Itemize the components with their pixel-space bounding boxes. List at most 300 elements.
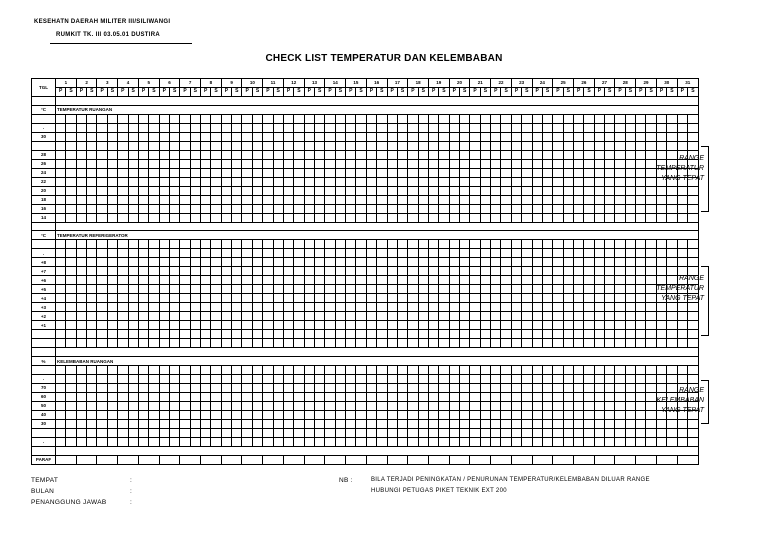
- entry-cell[interactable]: [149, 204, 159, 213]
- entry-cell[interactable]: [128, 410, 138, 419]
- entry-cell[interactable]: [221, 330, 231, 339]
- entry-cell[interactable]: [242, 285, 252, 294]
- entry-cell[interactable]: [677, 186, 687, 195]
- entry-cell[interactable]: [242, 437, 252, 446]
- entry-cell[interactable]: [232, 383, 242, 392]
- entry-cell[interactable]: [304, 419, 314, 428]
- entry-cell[interactable]: [211, 312, 221, 321]
- entry-cell[interactable]: [677, 428, 687, 437]
- entry-cell[interactable]: [563, 204, 573, 213]
- entry-cell[interactable]: [397, 195, 407, 204]
- entry-cell[interactable]: [532, 177, 542, 186]
- entry-cell[interactable]: [294, 249, 304, 258]
- entry-cell[interactable]: [460, 366, 470, 375]
- entry-cell[interactable]: [304, 392, 314, 401]
- entry-cell[interactable]: [677, 249, 687, 258]
- paraf-cell[interactable]: [159, 455, 180, 464]
- entry-cell[interactable]: [615, 213, 625, 222]
- paraf-cell[interactable]: [97, 455, 118, 464]
- entry-cell[interactable]: [211, 123, 221, 132]
- entry-cell[interactable]: [314, 330, 324, 339]
- entry-cell[interactable]: [87, 330, 97, 339]
- entry-cell[interactable]: [428, 267, 438, 276]
- entry-cell[interactable]: [107, 428, 117, 437]
- entry-cell[interactable]: [428, 177, 438, 186]
- entry-cell[interactable]: [263, 339, 273, 348]
- entry-cell[interactable]: [418, 428, 428, 437]
- entry-cell[interactable]: [242, 114, 252, 123]
- entry-cell[interactable]: [480, 213, 490, 222]
- entry-cell[interactable]: [252, 159, 262, 168]
- entry-cell[interactable]: [201, 258, 211, 267]
- entry-cell[interactable]: [356, 339, 366, 348]
- entry-cell[interactable]: [594, 321, 604, 330]
- entry-cell[interactable]: [346, 366, 356, 375]
- entry-cell[interactable]: [325, 159, 335, 168]
- entry-cell[interactable]: [408, 392, 418, 401]
- entry-cell[interactable]: [304, 249, 314, 258]
- entry-cell[interactable]: [252, 258, 262, 267]
- entry-cell[interactable]: [408, 437, 418, 446]
- entry-cell[interactable]: [656, 123, 666, 132]
- entry-cell[interactable]: [428, 312, 438, 321]
- entry-cell[interactable]: [377, 339, 387, 348]
- entry-cell[interactable]: [87, 168, 97, 177]
- entry-cell[interactable]: [397, 294, 407, 303]
- entry-cell[interactable]: [128, 114, 138, 123]
- entry-cell[interactable]: [636, 294, 646, 303]
- entry-cell[interactable]: [470, 410, 480, 419]
- entry-cell[interactable]: [304, 240, 314, 249]
- entry-cell[interactable]: [180, 410, 190, 419]
- entry-cell[interactable]: [573, 258, 583, 267]
- entry-cell[interactable]: [408, 276, 418, 285]
- entry-cell[interactable]: [563, 141, 573, 150]
- entry-cell[interactable]: [138, 159, 148, 168]
- entry-cell[interactable]: [201, 312, 211, 321]
- entry-cell[interactable]: [687, 312, 698, 321]
- entry-cell[interactable]: [56, 204, 66, 213]
- entry-cell[interactable]: [646, 267, 656, 276]
- entry-cell[interactable]: [542, 312, 552, 321]
- entry-cell[interactable]: [615, 132, 625, 141]
- entry-cell[interactable]: [294, 123, 304, 132]
- entry-cell[interactable]: [418, 303, 428, 312]
- entry-cell[interactable]: [273, 213, 283, 222]
- entry-cell[interactable]: [377, 285, 387, 294]
- entry-cell[interactable]: [522, 150, 532, 159]
- entry-cell[interactable]: [491, 195, 501, 204]
- entry-cell[interactable]: [553, 159, 563, 168]
- entry-cell[interactable]: [169, 132, 179, 141]
- entry-cell[interactable]: [283, 312, 293, 321]
- entry-cell[interactable]: [656, 141, 666, 150]
- entry-cell[interactable]: [397, 428, 407, 437]
- entry-cell[interactable]: [594, 213, 604, 222]
- entry-cell[interactable]: [56, 168, 66, 177]
- entry-cell[interactable]: [314, 312, 324, 321]
- entry-cell[interactable]: [263, 428, 273, 437]
- entry-cell[interactable]: [501, 419, 511, 428]
- entry-cell[interactable]: [335, 258, 345, 267]
- entry-cell[interactable]: [356, 195, 366, 204]
- entry-cell[interactable]: [232, 312, 242, 321]
- entry-cell[interactable]: [169, 249, 179, 258]
- entry-cell[interactable]: [138, 123, 148, 132]
- entry-cell[interactable]: [304, 276, 314, 285]
- entry-cell[interactable]: [294, 159, 304, 168]
- entry-cell[interactable]: [87, 294, 97, 303]
- entry-cell[interactable]: [252, 267, 262, 276]
- entry-cell[interactable]: [687, 123, 698, 132]
- entry-cell[interactable]: [573, 366, 583, 375]
- entry-cell[interactable]: [656, 303, 666, 312]
- entry-cell[interactable]: [553, 141, 563, 150]
- entry-cell[interactable]: [242, 374, 252, 383]
- entry-cell[interactable]: [636, 123, 646, 132]
- entry-cell[interactable]: [159, 428, 169, 437]
- entry-cell[interactable]: [128, 141, 138, 150]
- entry-cell[interactable]: [615, 437, 625, 446]
- entry-cell[interactable]: [221, 267, 231, 276]
- entry-cell[interactable]: [439, 249, 449, 258]
- entry-cell[interactable]: [283, 383, 293, 392]
- entry-cell[interactable]: [273, 123, 283, 132]
- entry-cell[interactable]: [252, 428, 262, 437]
- entry-cell[interactable]: [449, 366, 459, 375]
- entry-cell[interactable]: [366, 321, 376, 330]
- entry-cell[interactable]: [149, 321, 159, 330]
- entry-cell[interactable]: [387, 132, 397, 141]
- entry-cell[interactable]: [605, 132, 615, 141]
- entry-cell[interactable]: [615, 410, 625, 419]
- entry-cell[interactable]: [252, 141, 262, 150]
- entry-cell[interactable]: [304, 168, 314, 177]
- entry-cell[interactable]: [66, 276, 76, 285]
- entry-cell[interactable]: [356, 123, 366, 132]
- entry-cell[interactable]: [480, 186, 490, 195]
- entry-cell[interactable]: [584, 428, 594, 437]
- entry-cell[interactable]: [97, 321, 107, 330]
- entry-cell[interactable]: [211, 339, 221, 348]
- entry-cell[interactable]: [190, 437, 200, 446]
- entry-cell[interactable]: [460, 141, 470, 150]
- entry-cell[interactable]: [190, 392, 200, 401]
- entry-cell[interactable]: [66, 374, 76, 383]
- entry-cell[interactable]: [252, 150, 262, 159]
- entry-cell[interactable]: [449, 186, 459, 195]
- paraf-cell[interactable]: [615, 455, 636, 464]
- entry-cell[interactable]: [387, 276, 397, 285]
- entry-cell[interactable]: [273, 258, 283, 267]
- entry-cell[interactable]: [418, 186, 428, 195]
- paraf-cell[interactable]: [76, 455, 97, 464]
- entry-cell[interactable]: [294, 186, 304, 195]
- entry-cell[interactable]: [377, 213, 387, 222]
- entry-cell[interactable]: [232, 437, 242, 446]
- entry-cell[interactable]: [522, 240, 532, 249]
- entry-cell[interactable]: [418, 366, 428, 375]
- entry-cell[interactable]: [138, 437, 148, 446]
- entry-cell[interactable]: [87, 303, 97, 312]
- entry-cell[interactable]: [242, 186, 252, 195]
- paraf-cell[interactable]: [263, 455, 284, 464]
- entry-cell[interactable]: [107, 410, 117, 419]
- entry-cell[interactable]: [190, 123, 200, 132]
- entry-cell[interactable]: [397, 383, 407, 392]
- entry-cell[interactable]: [304, 339, 314, 348]
- entry-cell[interactable]: [553, 339, 563, 348]
- entry-cell[interactable]: [304, 366, 314, 375]
- entry-cell[interactable]: [242, 159, 252, 168]
- entry-cell[interactable]: [201, 374, 211, 383]
- entry-cell[interactable]: [314, 213, 324, 222]
- entry-cell[interactable]: [346, 132, 356, 141]
- entry-cell[interactable]: [449, 258, 459, 267]
- entry-cell[interactable]: [594, 186, 604, 195]
- entry-cell[interactable]: [605, 159, 615, 168]
- entry-cell[interactable]: [263, 168, 273, 177]
- entry-cell[interactable]: [542, 437, 552, 446]
- entry-cell[interactable]: [335, 339, 345, 348]
- entry-cell[interactable]: [366, 177, 376, 186]
- entry-cell[interactable]: [377, 321, 387, 330]
- entry-cell[interactable]: [625, 374, 635, 383]
- paraf-cell[interactable]: [118, 455, 139, 464]
- entry-cell[interactable]: [149, 285, 159, 294]
- entry-cell[interactable]: [190, 213, 200, 222]
- entry-cell[interactable]: [408, 150, 418, 159]
- entry-cell[interactable]: [294, 240, 304, 249]
- entry-cell[interactable]: [118, 428, 128, 437]
- entry-cell[interactable]: [377, 132, 387, 141]
- entry-cell[interactable]: [439, 383, 449, 392]
- entry-cell[interactable]: [190, 401, 200, 410]
- entry-cell[interactable]: [470, 132, 480, 141]
- entry-cell[interactable]: [501, 303, 511, 312]
- entry-cell[interactable]: [128, 132, 138, 141]
- entry-cell[interactable]: [418, 267, 428, 276]
- entry-cell[interactable]: [397, 213, 407, 222]
- entry-cell[interactable]: [242, 401, 252, 410]
- entry-cell[interactable]: [314, 177, 324, 186]
- entry-cell[interactable]: [138, 303, 148, 312]
- entry-cell[interactable]: [97, 312, 107, 321]
- entry-cell[interactable]: [522, 410, 532, 419]
- entry-cell[interactable]: [97, 383, 107, 392]
- entry-cell[interactable]: [335, 312, 345, 321]
- entry-cell[interactable]: [97, 168, 107, 177]
- entry-cell[interactable]: [594, 114, 604, 123]
- entry-cell[interactable]: [263, 276, 273, 285]
- entry-cell[interactable]: [294, 339, 304, 348]
- entry-cell[interactable]: [522, 159, 532, 168]
- entry-cell[interactable]: [346, 150, 356, 159]
- entry-cell[interactable]: [501, 392, 511, 401]
- entry-cell[interactable]: [366, 249, 376, 258]
- entry-cell[interactable]: [201, 177, 211, 186]
- entry-cell[interactable]: [532, 249, 542, 258]
- entry-cell[interactable]: [532, 366, 542, 375]
- entry-cell[interactable]: [615, 383, 625, 392]
- entry-cell[interactable]: [491, 410, 501, 419]
- entry-cell[interactable]: [522, 204, 532, 213]
- entry-cell[interactable]: [169, 339, 179, 348]
- entry-cell[interactable]: [636, 195, 646, 204]
- entry-cell[interactable]: [221, 258, 231, 267]
- entry-cell[interactable]: [149, 339, 159, 348]
- entry-cell[interactable]: [346, 339, 356, 348]
- entry-cell[interactable]: [232, 339, 242, 348]
- entry-cell[interactable]: [66, 339, 76, 348]
- entry-cell[interactable]: [366, 285, 376, 294]
- entry-cell[interactable]: [221, 437, 231, 446]
- entry-cell[interactable]: [107, 294, 117, 303]
- entry-cell[interactable]: [252, 419, 262, 428]
- entry-cell[interactable]: [221, 410, 231, 419]
- entry-cell[interactable]: [656, 428, 666, 437]
- entry-cell[interactable]: [273, 114, 283, 123]
- entry-cell[interactable]: [449, 141, 459, 150]
- entry-cell[interactable]: [283, 159, 293, 168]
- entry-cell[interactable]: [283, 366, 293, 375]
- entry-cell[interactable]: [677, 213, 687, 222]
- entry-cell[interactable]: [449, 123, 459, 132]
- entry-cell[interactable]: [190, 159, 200, 168]
- entry-cell[interactable]: [66, 195, 76, 204]
- entry-cell[interactable]: [387, 186, 397, 195]
- entry-cell[interactable]: [138, 410, 148, 419]
- entry-cell[interactable]: [221, 303, 231, 312]
- entry-cell[interactable]: [428, 168, 438, 177]
- entry-cell[interactable]: [149, 401, 159, 410]
- entry-cell[interactable]: [646, 330, 656, 339]
- entry-cell[interactable]: [470, 240, 480, 249]
- entry-cell[interactable]: [584, 240, 594, 249]
- entry-cell[interactable]: [76, 294, 86, 303]
- entry-cell[interactable]: [314, 267, 324, 276]
- entry-cell[interactable]: [449, 276, 459, 285]
- entry-cell[interactable]: [138, 312, 148, 321]
- entry-cell[interactable]: [252, 321, 262, 330]
- entry-cell[interactable]: [501, 276, 511, 285]
- entry-cell[interactable]: [211, 303, 221, 312]
- entry-cell[interactable]: [667, 213, 677, 222]
- entry-cell[interactable]: [408, 330, 418, 339]
- entry-cell[interactable]: [346, 410, 356, 419]
- entry-cell[interactable]: [605, 383, 615, 392]
- entry-cell[interactable]: [470, 366, 480, 375]
- entry-cell[interactable]: [211, 285, 221, 294]
- entry-cell[interactable]: [356, 401, 366, 410]
- entry-cell[interactable]: [573, 123, 583, 132]
- entry-cell[interactable]: [107, 150, 117, 159]
- entry-cell[interactable]: [470, 285, 480, 294]
- entry-cell[interactable]: [573, 276, 583, 285]
- entry-cell[interactable]: [128, 168, 138, 177]
- entry-cell[interactable]: [118, 321, 128, 330]
- entry-cell[interactable]: [87, 249, 97, 258]
- entry-cell[interactable]: [491, 177, 501, 186]
- entry-cell[interactable]: [501, 240, 511, 249]
- entry-cell[interactable]: [169, 150, 179, 159]
- entry-cell[interactable]: [118, 419, 128, 428]
- entry-cell[interactable]: [594, 410, 604, 419]
- entry-cell[interactable]: [584, 312, 594, 321]
- entry-cell[interactable]: [201, 159, 211, 168]
- entry-cell[interactable]: [480, 240, 490, 249]
- entry-cell[interactable]: [605, 401, 615, 410]
- entry-cell[interactable]: [283, 401, 293, 410]
- entry-cell[interactable]: [221, 177, 231, 186]
- entry-cell[interactable]: [190, 177, 200, 186]
- entry-cell[interactable]: [87, 410, 97, 419]
- entry-cell[interactable]: [366, 186, 376, 195]
- entry-cell[interactable]: [636, 204, 646, 213]
- entry-cell[interactable]: [232, 410, 242, 419]
- entry-cell[interactable]: [128, 285, 138, 294]
- entry-cell[interactable]: [180, 258, 190, 267]
- entry-cell[interactable]: [428, 410, 438, 419]
- entry-cell[interactable]: [677, 339, 687, 348]
- entry-cell[interactable]: [325, 267, 335, 276]
- entry-cell[interactable]: [273, 312, 283, 321]
- entry-cell[interactable]: [656, 114, 666, 123]
- entry-cell[interactable]: [439, 374, 449, 383]
- entry-cell[interactable]: [149, 276, 159, 285]
- entry-cell[interactable]: [211, 401, 221, 410]
- entry-cell[interactable]: [625, 150, 635, 159]
- entry-cell[interactable]: [656, 240, 666, 249]
- entry-cell[interactable]: [356, 285, 366, 294]
- entry-cell[interactable]: [449, 303, 459, 312]
- entry-cell[interactable]: [356, 374, 366, 383]
- entry-cell[interactable]: [511, 285, 521, 294]
- entry-cell[interactable]: [283, 285, 293, 294]
- entry-cell[interactable]: [439, 330, 449, 339]
- entry-cell[interactable]: [677, 204, 687, 213]
- entry-cell[interactable]: [221, 168, 231, 177]
- entry-cell[interactable]: [460, 374, 470, 383]
- entry-cell[interactable]: [418, 159, 428, 168]
- entry-cell[interactable]: [180, 339, 190, 348]
- entry-cell[interactable]: [636, 267, 646, 276]
- entry-cell[interactable]: [511, 168, 521, 177]
- entry-cell[interactable]: [149, 366, 159, 375]
- entry-cell[interactable]: [573, 249, 583, 258]
- entry-cell[interactable]: [656, 132, 666, 141]
- entry-cell[interactable]: [636, 330, 646, 339]
- entry-cell[interactable]: [397, 141, 407, 150]
- entry-cell[interactable]: [66, 114, 76, 123]
- entry-cell[interactable]: [511, 195, 521, 204]
- entry-cell[interactable]: [180, 195, 190, 204]
- entry-cell[interactable]: [252, 276, 262, 285]
- entry-cell[interactable]: [449, 204, 459, 213]
- entry-cell[interactable]: [56, 383, 66, 392]
- entry-cell[interactable]: [314, 168, 324, 177]
- entry-cell[interactable]: [397, 150, 407, 159]
- entry-cell[interactable]: [356, 267, 366, 276]
- entry-cell[interactable]: [180, 294, 190, 303]
- entry-cell[interactable]: [159, 114, 169, 123]
- entry-cell[interactable]: [418, 419, 428, 428]
- entry-cell[interactable]: [169, 392, 179, 401]
- entry-cell[interactable]: [325, 177, 335, 186]
- entry-cell[interactable]: [97, 249, 107, 258]
- entry-cell[interactable]: [408, 195, 418, 204]
- entry-cell[interactable]: [584, 294, 594, 303]
